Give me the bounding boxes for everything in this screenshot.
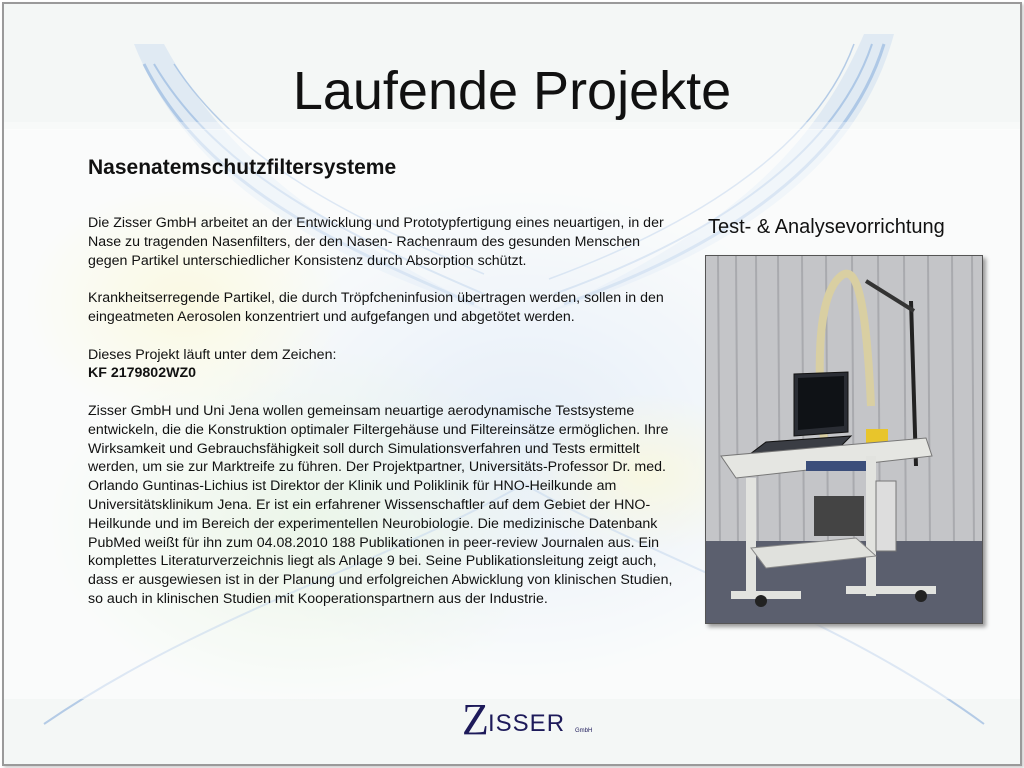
project-sign [88,346,678,384]
logo-suffix: GmbH [575,728,593,734]
section-heading: Nasenatemschutzfiltersysteme [88,156,397,179]
page-title: Laufende Projekte [292,61,732,121]
logo-text: ISSER [488,710,566,737]
project-code: KF 2179802WZ0 [88,365,197,382]
paragraph-intro: Die Zisser GmbH arbeitet an der Entwicklung und Prototypfertigung eines neuartigen, in der Nase zu tragenden Nasenfilters, der den Nasen- Rachenraum des gesunden Menschen gegen Partikel unterschiedlicher Konsistenz durch Absorption schützt. [88,215,664,269]
logo-letter-z: Z [462,695,489,744]
paragraph-partner: Zisser GmbH und Uni Jena wollen gemeinsam neuartige aerodynamische Testsysteme entwickeln, die die Konstruktion optimaler Filtergehäuse und Filtereinsätze ermöglichen. Ihre Wirksamkeit und Gebrauchsfähigkeit soll durch Simulationsverfahren und Tests ermittelt werden, um sie zur Marktreife zu führen. Der Projektpartner, Universitäts-Professor Dr. med. Orlando Guntinas-Lichius ist Direktor der Klinik und Poliklinik für HNO-Heilkunde am Universitätsklinikum Jena. Er ist ein erfahrener Wissenschaftler auf dem Gebiet der HNO-Heilkunde und im Bereich der experimentellen Neurobiologie. Die medizinische Datenbank PubMed weißt für ihn zum 04.08.2010 188 Publikationen in peer-review Journalen aus. Ein komplettes Literaturverzeichnis liegt als Anlage 9 bei. Seine Publikationsleitung zeigt auch, dass er ausgewiesen ist in der Planung und erfolgreichen Abwicklung von klinischen Studien, so auch in klinischen Studien mit Kooperationspartnern aus der Industrie. [88,402,673,607]
paragraph-particles: Krankheitserregende Partikel, die durch Tröpfcheninfusion übertragen werden, sollen in den eingeatmeten Aerosolen konzentriert und aufgefangen und abgetötet werden. [88,290,664,325]
project-sign-label: Dieses Projekt läuft unter dem Zeichen: [88,346,337,363]
image-caption: Test- & Analysevorrichtung [708,216,945,238]
body-text [88,214,678,628]
test-device-photo [705,255,983,624]
